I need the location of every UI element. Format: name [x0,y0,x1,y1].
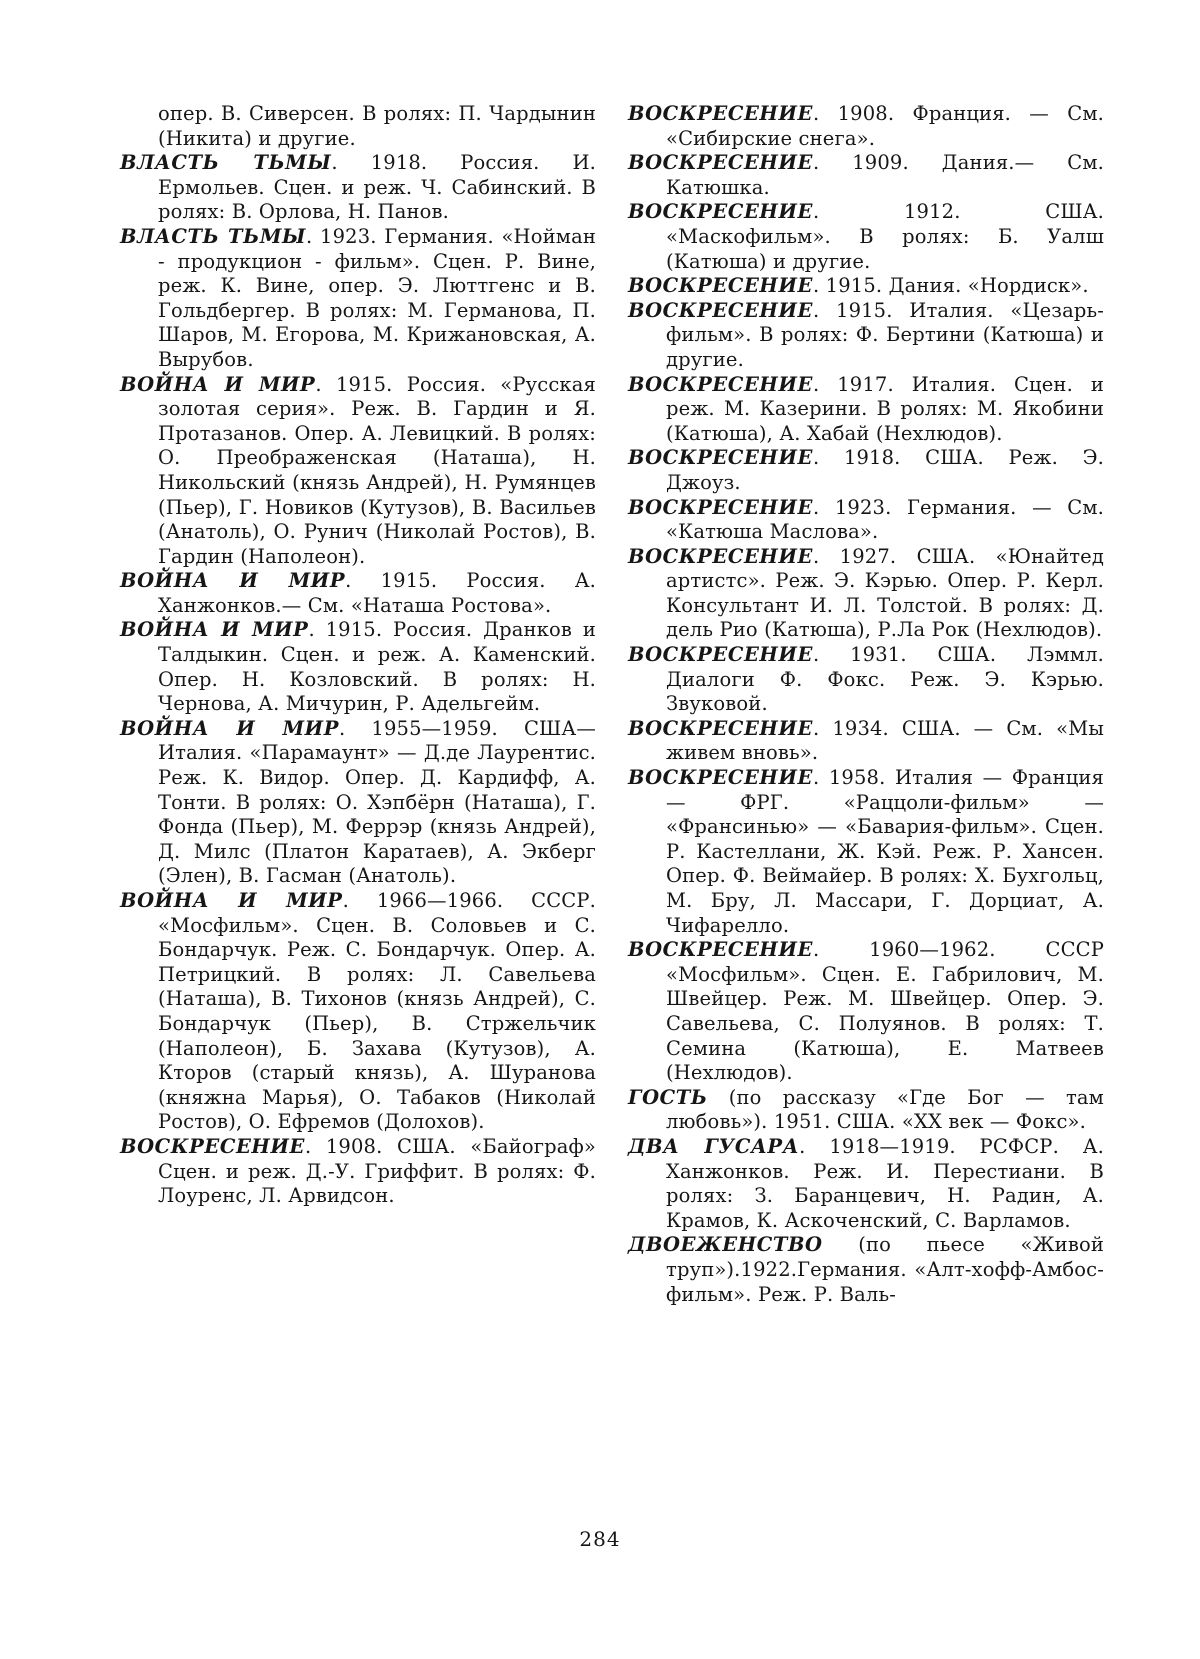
film-description: . 1912. США. «Маскофильм». В ролях: Б. Уалш (Катюша) и другие. [666,200,1104,273]
film-entry [628,1233,1104,1307]
film-entry [120,569,596,618]
right-column [628,102,1104,1307]
film-description: . 1915. Италия. «Цезарь-фильм». В ролях: Ф. Бертини (Катюша) и другие. [666,298,1104,371]
film-title: ВОСКРЕСЕНИЕ [628,643,813,667]
film-entry [628,151,1104,200]
film-entry [120,225,596,373]
film-entry [628,1135,1104,1233]
film-entry [628,446,1104,495]
film-description: . 1923. Германия. «Нойман - продукцион - фильм». Сцен. Р. Вине, реж. К. Вине, опер. Э. Люттгенс и В. Гольдбергер. В ролях: М. Германова, П. Шаров, М. Егорова, М. Крижановская, А. Вырубов. [158,224,596,371]
film-description: (по рассказу «Где Бог — там любовь»). 1951. США. «XX век — Фокс». [666,1085,1104,1134]
film-description: . 1915. Россия. А. Ханжонков.— См. «Наташа Ростова». [158,569,596,617]
film-entry [628,1086,1104,1135]
film-title: ВОСКРЕСЕНИЕ [628,495,813,519]
film-title: ВОСКРЕСЕНИЕ [120,1134,305,1158]
entry-continuation: опер. В. Сиверсен. В ролях: П. Чардынин (Никита) и другие. [158,102,596,150]
film-description: . 1927. США. «Юнайтед артистс». Реж. Э. Кэрью. Опер. Р. Керл. Консультант И. Л. Толстой. В ролях: Д. дель Рио (Катюша), Р.Ла Рок (Нехлюдов). [666,544,1104,642]
film-entry [628,200,1104,274]
film-entry [628,766,1104,938]
film-title: ВОСКРЕСЕНИЕ [628,938,813,962]
film-entry [628,299,1104,373]
film-description: . 1915. Дания. «Нордиск». [812,274,1089,298]
film-title: ВОСКРЕСЕНИЕ [628,766,813,790]
film-entry [120,889,596,1135]
film-title: ДВА ГУСАРА [628,1134,800,1158]
film-title: ВОСКРЕСЕНИЕ [628,102,813,125]
film-entry [628,274,1104,299]
film-title: ДВОЕЖЕНСТВО [628,1233,823,1257]
film-entry [120,151,596,225]
film-description: . 1918. США. Реж. Э. Джоуз. [666,446,1104,494]
film-description: . 1915. Россия. Дранков и Талдыкин. Сцен. и реж. А. Каменский. Опер. Н. Козловский. В ролях: Н. Чернова, А. Мичурин, Р. Адельгейм. [158,618,596,716]
film-entry [628,938,1104,1086]
film-title: ВОСКРЕСЕНИЕ [628,716,813,740]
film-entry [628,643,1104,717]
film-title: ВОЙНА И МИР [120,618,309,642]
film-description: . 1923. Германия. — См. «Катюша Маслова». [666,495,1104,544]
film-title: ВОСКРЕСЕНИЕ [628,274,813,298]
film-entry [120,717,596,889]
film-entry [120,618,596,716]
film-description: . 1908. США. «Байограф» Сцен. и реж. Д.-У. Гриффит. В ролях: Ф. Лоуренс, Л. Арвидсон. [158,1134,596,1208]
film-title: ВОЙНА И МИР [120,889,343,912]
film-title: ВОЙНА И МИР [120,569,346,593]
film-title: ВОЙНА И МИР [120,716,339,740]
film-entry [628,102,1104,151]
film-description: . 1918—1919. РСФСР. А. Ханжонков. Реж. И. Перестиани. В ролях: З. Баранцевич, Н. Радин, А. Крамов, К. Аскоченский, С. Варламов. [666,1134,1104,1232]
film-entry [628,717,1104,766]
film-title: ВОСКРЕСЕНИЕ [628,372,813,396]
film-entry [120,373,596,570]
film-description: . 1908. Франция. — См. «Сибирские снега». [666,102,1104,150]
film-description: . 1966—1966. СССР. «Мосфильм». Сцен. В. Соловьев и С. Бондарчук. Реж. С. Бондарчук. Опер. А. Петрицкий. В ролях: Л. Савельева (Наташа), В. Тихонов (князь Андрей), С. Бондарчук (Пьер), В. Стржельчик (Наполеон), Б. Захава (Кутузов), А. Кторов (старый князь), А. Шуранова (княжна Марья), О. Табаков (Николай Ростов), О. Ефремов (Долохов). [158,889,596,1134]
film-description: (по пьесе «Живой труп»).1922.Германия. «Алт-хофф-Амбос-фильм». Реж. Р. Валь- [666,1233,1104,1306]
film-title: ВОСКРЕСЕНИЕ [628,544,813,568]
page-number: 284 [579,1527,621,1551]
film-entry [628,545,1104,643]
film-description: . 1934. США. — См. «Мы живем вновь». [666,716,1104,765]
film-title: ВЛАСТЬ ТЬМЫ [120,224,307,248]
film-title: ГОСТЬ [628,1085,708,1109]
film-description: . 1958. Италия — Франция — ФРГ. «Раццоли-фильм» — «Франсинью» — «Бавария-фильм». Сцен. Р. Кастеллани, Ж. Кэй. Реж. Р. Хансен. Опер. Ф. Веймайер. В ролях: Х. Бухгольц, М. Бру, Л. Массари, Г. Дорциат, А. Чифарелло. [666,766,1104,937]
film-title: ВОЙНА И МИР [120,372,316,396]
film-entry [628,373,1104,447]
left-column [120,102,596,1209]
film-entry [120,1135,596,1209]
film-title: ВОСКРЕСЕНИЕ [628,151,813,175]
film-entry [628,496,1104,545]
film-description: . 1917. Италия. Сцен. и реж. М. Казерини. В ролях: М. Якобини (Катюша), А. Хабай (Нехлюдов). [666,372,1104,445]
film-title: ВОСКРЕСЕНИЕ [628,298,813,322]
film-description: . 1915. Россия. «Русская золотая серия». Реж. В. Гардин и Я. Протазанов. Опер. А. Левицкий. В ролях: О. Преображенская (Наташа), Н. Никольский (князь Андрей), Н. Румянцев (Пьер), Г. Новиков (Кутузов), В. Васильев (Анатоль), О. Рунич (Николай Ростов), В. Гардин (Наполеон). [158,372,596,568]
film-description: . 1931. США. Лэммл. Диалоги Ф. Фокс. Реж. Э. Кэрью. Звуковой. [666,643,1104,716]
film-title: ВЛАСТЬ ТЬМЫ [120,151,332,175]
film-title: ВОСКРЕСЕНИЕ [628,446,813,470]
film-title: ВОСКРЕСЕНИЕ [628,200,813,224]
film-description: . 1955—1959. США—Италия. «Парамаунт» — Д.де Лаурентис. Реж. К. Видор. Опер. Д. Кардифф, А. Тонти. В ролях: О. Хэпбёрн (Наташа), Г. Фонда (Пьер), М. Феррэр (князь Андрей), Д. Милс (Платон Каратаев), А. Экберг (Элен), В. Гасман (Анатоль). [158,716,596,888]
film-description: . 1960—1962. СССР «Мосфильм». Сцен. Е. Габрилович, М. Швейцер. Реж. М. Швейцер. Опер. Э. Савельева, С. Полуянов. В ролях: Т. Семина (Катюша), Е. Матвеев (Нехлюдов). [666,938,1104,1085]
film-description: . 1918. Россия. И. Ермольев. Сцен. и реж. Ч. Сабинский. В ролях: В. Орлова, Н. Панов. [158,151,596,224]
film-description: . 1909. Дания.— См. Катюшка. [666,151,1104,199]
